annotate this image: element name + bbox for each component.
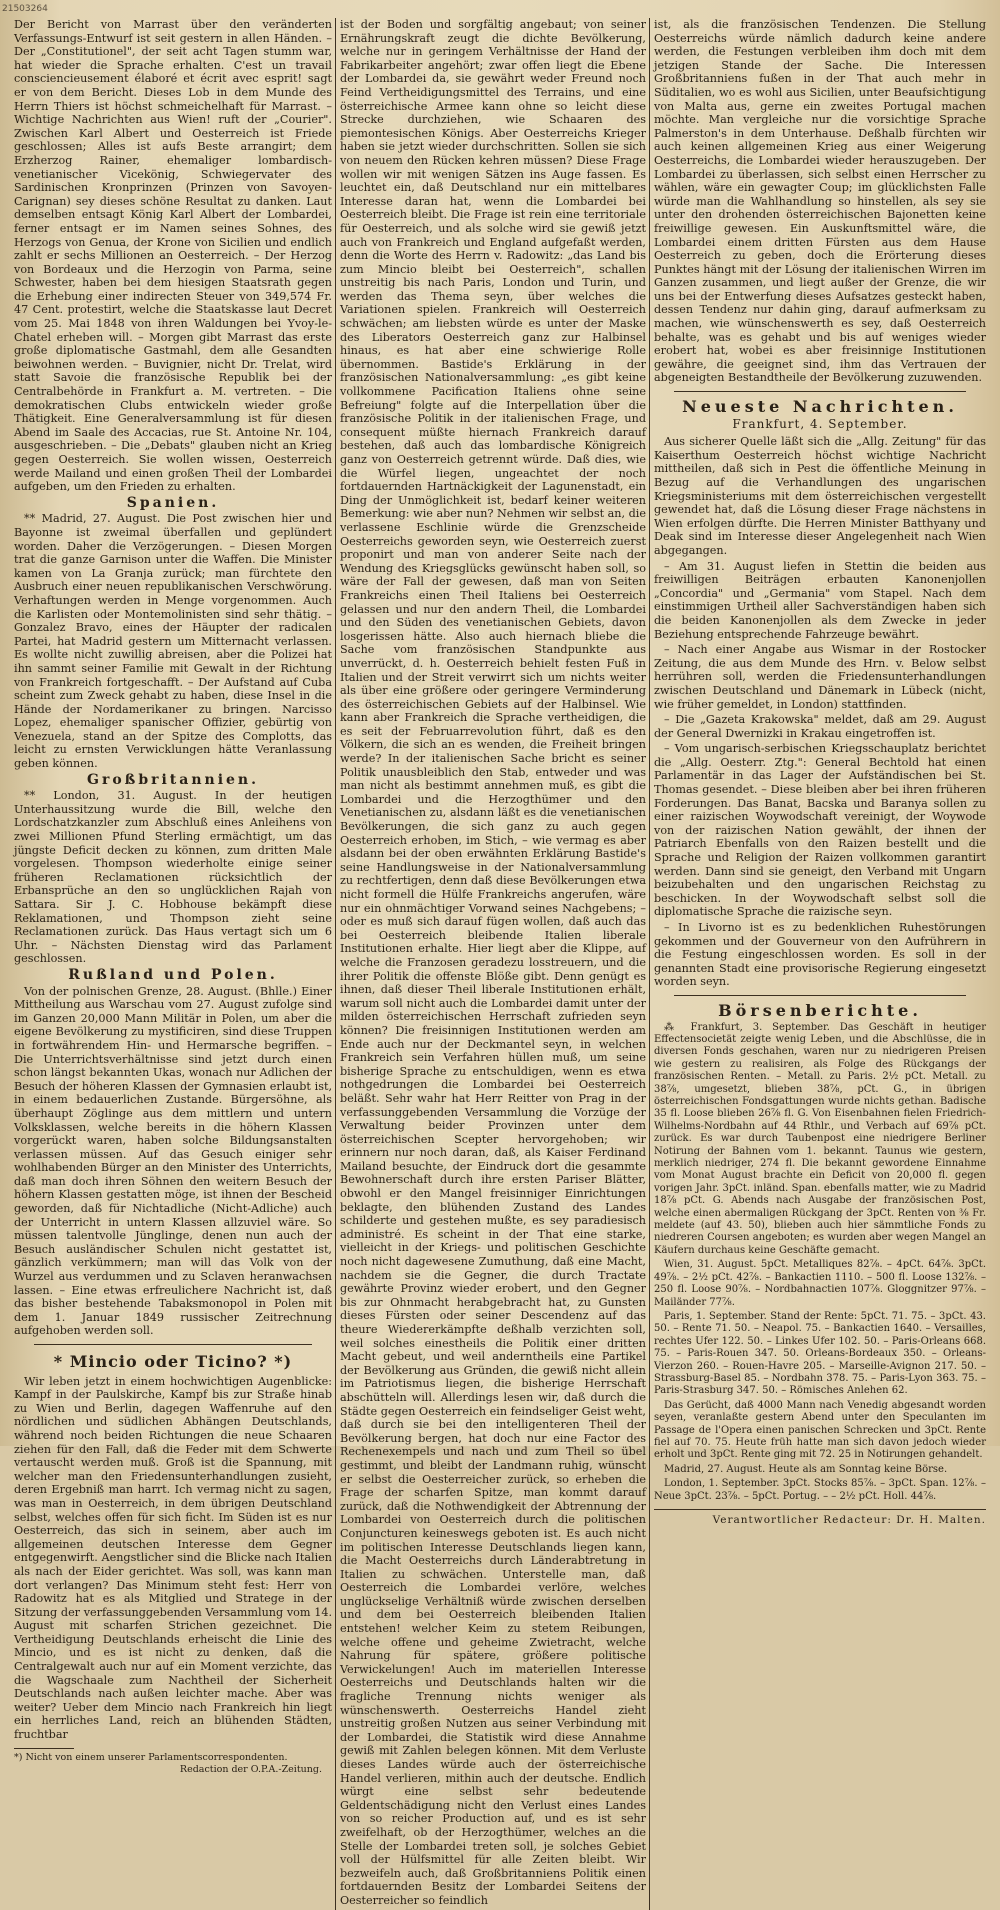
divider [674, 391, 966, 392]
news-item-stettin: – Am 31. August liefen in Stettin die beiden aus freiwilligen Beiträgen erbauten Kanonenjollen „Concordia" und „Germania" vom Stapel. Nach dem einstimmigen Urtheil aller Sachverständigen haben sich die beiden Kanonenjollen als dem Zwecke in jeder Beziehung entsprechende Fahrzeuge bewährt. [654, 559, 986, 641]
essay-conclusion: ist, als die französischen Tendenzen. Die Stellung Oesterreichs würde nämlich dadurch keine andere werden, die Festungen verbleiben ihm doch mit dem jetzigen Stande der Sache. Die Interessen Großbritanniens fußen in der That auch mehr in Süditalien, wo es wohl aus Sicilien, unter Beaufsichtigung von Malta aus, gerne ein zweites Portugal machen möchte. Man vergleiche nur die vorsichtige Sprache Palmerston's in dem Unterhause. Deßhalb fürchten wir auch keinen allgemeinen Krieg aus einer Weigerung Oesterreichs, die Lombardei wieder herauszugeben. Der Lombardei zu überlassen, sich selbst einen Herrscher zu wählen, wäre ein gewagter Coup; im glücklichsten Falle würde man die Wahlhandlung so hinstellen, als sey sie unter den drohenden österreichischen Bajonetten keine freiwillige gewesen. Ein Auskunftsmittel wäre, die Lombardei einem dritten Fürsten aus dem Hause Oesterreich zu geben, doch die Erörterung dieses Punktes hängt mit der Lösung der italienischen Wirren im Ganzen zusammen, und liegt außer der Grenze, die wir uns bei der Entwerfung dieses Aufsatzes gesteckt haben, dessen Tendenz nur dahin ging, darauf aufmerksam zu machen, wie wünschenswerth es sey, daß Oesterreich behalte, was es gehabt und bis auf weniges wieder erobert hat, wobei es aber freisinnige Institutionen gewähre, die geeignet sind, ihm das Vertrauen der abgeneigten Bestandtheile der Bevölkerung zuzuwenden. [654, 18, 986, 385]
footnote-divider [14, 1748, 74, 1749]
news-item-livorno: – In Livorno ist es zu bedenklichen Ruhestörungen gekommen und der Gouverneur von den Aufrührern in die Festung eingeschlossen worden. Es soll in der genannten Stadt eine provisorische Regierung eingesetzt worden seyn. [654, 921, 986, 989]
section-title-boersenberichte: Börsenberichte. [718, 1000, 922, 1020]
boerse-wien: Wien, 31. August. 5pCt. Metalliques 82⅞. – 4pCt. 64⅞. 3pCt. 49⅞. – 2½ pCt. 42⅞. – Bankactien 1110. – 500 fl. Loose 132⅞. – 250 fl. Loose 90⅞. – Nordbahnactien 107⅞. Gloggnitzer 97⅞. – Mailänder 77⅞. [654, 1259, 986, 1308]
polen-report: Von der polnischen Grenze, 28. August. (Bhlle.) Einer Mittheilung aus Warschau vom 27. August zufolge sind im Ganzen 20,000 Mann Militär in Polen, um aber die eigene Bevölkerung zu mystificiren, sind diese Truppen in fortwährendem Hin- und Hermarsche begriffen. – Die Unterrichtsverhältnisse sind jetzt durch einen schon längst bekannten Ukas, wonach nur Adlichen der Besuch der höheren Klassen der Gymnasien erlaubt ist, in einem bedauerlichen Zustande. Bürgersöhne, als überhaupt Zöglinge aus dem mittlern und untern Volksklassen, welche bereits in die höhern Klassen vorgerückt waren, haben solche Bildungsanstalten verlassen müssen. Auf das Gesuch einiger sehr wohlhabenden Bürger an den Minister des Unterrichts, daß man doch ihren Söhnen den weitern Besuch der höhern Klassen gestatten möge, ist ihnen der Bescheid geworden, daß für Nichtadliche (Nicht-Adliche) auch der Unterricht in untern Klassen allzuviel wäre. So müssen talentvolle Jünglinge, denen nun auch der Besuch ausländischer Schulen nicht gestattet ist, gänzlich verkümmern; man will das Volk von der Wurzel aus verdummen und zu Sclaven heranwachsen lassen. – Eine etwas erfreulichere Nachricht ist, daß das bisher bestehende Tabaksmonopol in Polen mit dem 1. Januar 1849 russischer Zeitrechnung aufgehoben werden soll. [14, 984, 332, 1338]
footnote-signature: Redaction der O.P.A.-Zeitung. [179, 1763, 322, 1775]
london-report: ** London, 31. August. In der heutigen Unterhaussitzung wurde die Bill, welche den Lordschatzkanzler zum Abschluß eines Anleihens von zwei Millionen Pfund Sterling ermächtigt, um das jüngste Deficit decken zu können, zum dritten Male vorgelesen. Thompson wiederholte einige seiner früheren Reclamationen rücksichtlich der Erbansprüche an den so unglücklichen Rajah von Sattara. Sir J. C. Hobhouse bekämpft diese Reklamationen, und Thompson zieht seine Reclamationen zurück. Das Haus vertagt sich um 6 Uhr. – Nächsten Dienstag wird das Parlament geschlossen. [14, 789, 332, 966]
news-item-krakau: – Die „Gazeta Krakowska" meldet, daß am 29. August der General Dwernizki in Krakau eingetroffen ist. [654, 713, 986, 740]
section-title-grossbritannien: Großbritannien. [87, 771, 259, 788]
boerse-london: London, 1. September. 3pCt. Stocks 85⅞. – 3pCt. Span. 12⅞. – Neue 3pCt. 23⅞. – 5pCt. Portug. – – 2½ pCt. Holl. 44⅞. [654, 1478, 986, 1502]
divider [674, 995, 966, 996]
column-rule [335, 18, 337, 1910]
paris-report: Der Bericht von Marrast über den veränderten Verfassungs-Entwurf ist seit gestern in allen Händen. – Der „Constitutionel", der seit acht Tagen stumm war, hat wieder die Sprache erhalten. C'est un travail consciencieusement élaboré et écrit avec esprit! sagt er von dem Bericht. Dieses Lob in dem Munde des Herrn Thiers ist höchst schmeichelhaft für Marrast. – Wichtige Nachrichten aus Wien! ruft der „Courier". Zwischen Karl Albert und Oesterreich ist Friede geschlossen; Alles ist aufs Beste arrangirt; dem Erzherzog Rainer, ehemaliger lombardisch-venetianischer Vicekönig, Schwiegervater des Sardinischen Kronprinzen (Prinzen von Savoyen-Carignan) sey dieses schöne Resultat zu danken. Laut demselben entsagt König Karl Albert der Lombardei, ferner entsagt er im Namen seines Sohnes, des Herzogs von Genua, der Krone von Sicilien und endlich zahlt er sechs Millionen an Oesterreich. – Der Herzog von Bordeaux und die Herzogin von Parma, seine Schwester, haben bei dem hiesigen Staatsrath gegen die Erhebung einer indirecten Steuer von 349,574 Fr. 47 Cent. protestirt, welche die Staatskasse laut Decret vom 25. Mai 1848 von ihren Waldungen bei Yvoy-le-Chatel erheben will. – Morgen gibt Marrast das erste große diplomatische Gastmahl, dem alle Gesandten beiwohnen werden. – Buvignier, nicht Dr. Trelat, wird statt Savoie die französische Republik bei der Centralbehörde in Frankfurt a. M. vertreten. – Die demokratischen Clubs entwickeln wieder große Thätigkeit. Eine Generalversammlung ist für diesen Abend im Saale des Accacias, rue St. Antoine Nr. 104, ausgeschrieben. – Die „Debats" glauben nicht an Krieg gegen Oesterreich. Sie wollen wissen, Oesterreich werde Mailand und einen großen Theil der Lombardei aufgeben, um den Frieden zu erhalten. [14, 18, 332, 494]
madrid-report: ** Madrid, 27. August. Die Post zwischen hier und Bayonne ist zweimal überfallen und geplündert worden. Daher die Verzögerungen. – Diesen Morgen trat die ganze Garnison unter die Waffen. Die Minister kamen von La Granja zurück; man fürchtete den Ausbruch einer neuen republikanischen Verschwörung. Verhaftungen werden in Menge vorgenommen. Auch die Karlisten oder Montemolinisten sind sehr thätig. – Gonzalez Bravo, eines der Häupter der radicalen Partei, hat Madrid gestern um Mitternacht verlassen. Es wollte nicht zuwillig abreisen, aber die Polizei hat ihn sammt seiner Familie mit Gewalt in der Richtung von Frankreich fortgeschafft. – Der Aufstand auf Cuba scheint zum Zweck gehabt zu haben, diese Insel in die Hände der Nordamerikaner zu bringen. Narcisso Lopez, ehemaliger spanischer Offizier, gebürtig von Venezuela, stand an der Spitze des Complotts, das leicht zu ernsten Verwicklungen hätte Veranlassung geben können. [14, 512, 332, 771]
essay-paragraph: Wir leben jetzt in einem hochwichtigen Augenblicke: Kampf in der Paulskirche, Kampf bis zur Straße hinab zu Wien und Berlin, dagegen Waffenruhe auf den nördlichen und südlichen Abhängen Deutschlands, während noch beiden Richtungen die neue Schaaren ziehen für den Fall, daß die Feder mit dem Schwerte vertauscht werden muß. Groß ist die Spannung, mit welcher man den Friedensunterhandlungen zusieht, deren Ergebniß man harrt. Ich vermag nicht zu sagen, was man in Oesterreich, in dem übrigen Deutschland selbst, welches offen für sich ficht. Im Süden ist es nur Oesterreich, das sich in seinem, aber auch im allgemeinen deutschen Interesse dem Gegner entgegenwirft. Aengstlicher sind die Blicke nach Italien als nach der Eider gerichtet. Was soll, was kann man dort verlangen? Das Minimum steht fest: Herr von Radowitz hat es als Mitglied und Stratege in der Sitzung der verfassunggebenden Versammlung vom 14. August mit scharfen Strichen gezeichnet. Die Vertheidigung Deutschlands erheischt die Linie des Mincio, und es ist nicht zu denken, daß die Centralgewalt auch nur auf ein Moment verzichte, das die Wagschaale zum Nachtheil der Sicherheit Deutschlands nach außen leichter mache. Aber was weiter? Ueber dem Mincio nach Frankreich hin liegt ein herrliches Land, reich an blühenden Städten, fruchtbar [14, 1374, 332, 1742]
footnote [14, 1748, 332, 1776]
essay-continuation: ist der Boden und sorgfältig angebaut; von seiner Ernährungskraft zeugt die dichte Bevölkerung, welche nur in geringem Verhältnisse der Hand der Fabrikarbeiter angehört; zwar offen liegt die Ebene der Lombardei da, sie gewährt weder Freund noch Feind Vertheidigungsmittel des Terrains, und eine österreichische Armee kann ohne so leicht diese Strecke durchziehen, wie Schaaren des piemontesischen Königs. Aber Oesterreichs Krieger haben sie jetzt wieder durchschritten. Sollen sie sich von neuem den Rücken kehren müssen? Diese Frage wollen wir mit wenigen Sätzen ins Auge fassen. Es leuchtet ein, daß Deutschland nur ein mittelbares Interesse daran hat, wenn die Lombardei bei Oesterreich bleibt. Die Frage ist rein eine territoriale für Oesterreich, und als solche wird sie gewiß jetzt auch von Frankreich und England aufgefaßt werden, denn die Worte des Herrn v. Radowitz: „das Land bis zum Mincio bleibt bei Oesterreich", schallen unstreitig bis nach Paris, London und Turin, und werden das Thema seyn, über welches die Variationen spielen. Frankreich will Oesterreich schwächen; am liebsten würde es unter der Maske des Liberators Oesterreich ganz zur Halbinsel hinaus, es hat aber eine schwierige Rolle übernommen. Bastide's Erklärung in der französischen Nationalversammlung: „es gibt keine vollkommene Pacification Italiens ohne seine Befreiung" folgte auf die Interpellation über die französische Politik in der italienischen Frage, und consequent müßte hiernach Frankreich darauf bestehen, daß auch das lombardische Königreich ganz von Oesterreich getrennt würde. Daß dies, wie die Würfel liegen, ungeachtet der noch fortdauernden Hartnäckigkeit der Lagunenstadt, ein Ding der Unmöglichkeit ist, bedarf keiner weiteren Bemerkung: wie aber nun? Nehmen wir selbst an, die verlassene Eschlinie würde die Grenzscheide Oesterreichs geworden seyn, wie Oesterreich zuerst proponirt und man von anderer Seite nach der Wendung des Kriegsglücks gewünscht haben soll, so wäre der Fall der gewesen, daß man von Seiten Frankreichs einen Theil Italiens bei Oesterreich gelassen und nur den andern Theil, die Lombardei und den Süden des venetianischen Gebiets, davon losgerissen hätte. Also auch hiernach bliebe die Sache vom französischen Standpunkte aus unverrückt, d. h. Oesterreich behielt festen Fuß in Italien und der Streit verwirrt sich um nichts weiter als über eine größere oder geringere Verminderung des österreichischen Gebiets auf der Halbinsel. Wie kann aber Frankreich die Sprache vertheidigen, die es seit der Februarrevolution führt, daß es den Völkern, die sich an es wenden, die Freiheit bringen werde? In der italienischen Sache bricht es seiner Politik unausbleiblich den Stab, entweder und was man nicht als bestimmt annehmen muß, es gibt die Lombardei und die Herzogthümer und den Venetianischen zu, alsdann läßt es die venetianischen Bevölkerungen, die sich ganz zu auch gegen Oesterreich erhoben, im Stich, – wie vermag es aber alsdann bei der oben erwähnten Erklärung Bastide's seine Handlungsweise in der Nationalversammlung zu rechtfertigen, denn daß diese Bevölkerungen etwa nicht formell die Hülfe Frankreichs angerufen, wäre nur ein ohnmächtiger Vorwand seines Nachgebens; – oder es muß sich darauf fügen wollen, daß auch das bei Oesterreich bleibende Italien liberale Institutionen erhalte. Hier liegt aber die Klippe, auf welche die Franzosen geradezu losstreuern, und die ihrer Politik die offenste Blöße gibt. Denn genügt es ihnen, daß dieser Theil liberale Institutionen erhält, warum soll nicht auch die Lombardei damit unter der milden österreichischen Herrschaft zufrieden seyn können? Die freisinnigen Institutionen werden am Ende auch nur der Deckmantel seyn, in welchen Frankreich sein Verfahren hüllen muß, um seine bisherige Sprache zu entschuldigen, wenn es etwa nothgedrungen die Lombardei bei Oesterreich beläßt. Sehr wahr hat Herr Reitter von Prag in der verfassunggebenden Versammlung die Vorzüge der Verwaltung beider Provinzen unter dem österreichischen Scepter hervorgehoben; wir erinnern nur noch daran, daß, als Kaiser Ferdinand Mailand besuchte, der Eindruck dort die gesammte Bewohnerschaft durch ihre ersten Pariser Blätter, obwohl er den Mangel freisinniger Einrichtungen beklagte, den blühenden Zustand des Landes schilderte und gestehen mußte, es sey paradiesisch administré. Es scheint in der That eine starke, vielleicht in der Kriegs- und politischen Geschichte noch nicht dagewesene Zumuthung, daß eine Macht, nachdem sie die Gegner, die durch Tractate gewährte Provinz wieder erobert, und den Gegner bis zur Ohnmacht herabgebracht hat, zu Gunsten dieses Fürsten oder seiner Descendenz auf das theure Wiedererkämpfte deßhalb verzichten soll, weil solches einestheils die Politik einer dritten Macht gebeut, und weil anderntheils eine Partikel der Bevölkerung aus Gründen, die gewiß nicht allein im Patriotismus liegen, die bisherige Herrschaft abschütteln will. Allerdings lesen wir, daß durch die Städte gegen Oesterreich ein feindseliger Geist weht, daß durch sie bei den intelligenteren Theil der Bevölkerung bergen, hat doch nur eine Factor des Rechenexempels und nach und zum Theil so übel gestimmt, und bleibt der Landmann ruhig, wünscht er selbst die Oesterreicher zurück, so erheben die Frage der scharfen Spitze, man kommt darauf zurück, daß die Nothwendigkeit der Abtrennung der Lombardei von Oesterreich durch die politischen Conjuncturen keineswegs geboten ist. Es auch nicht im politischen Interesse Deutschlands liegen kann, die Macht Oesterreichs durch Länderabtretung in Italien zu schwächen. Unterstelle man, daß Oesterreich die Lombardei verlöre, welches unglückselige Verhältniß würde zwischen derselben und dem bei Oesterreich bleibenden Italien entstehen! welcher Keim zu stetem Reibungen, welche offene und geheime Zwietracht, welche Nahrung für spätere, größere politische Verwickelungen! Auch im materiellen Interesse Oesterreichs und Deutschlands halten wir die fragliche Trennung nichts weniger als wünschenswerth. Oesterreichs Handel zieht unstreitig großen Nutzen aus seiner Verbindung mit der Lombardei, die Statistik wird diese Annahme gewiß mit Zahlen belegen können. Mit dem Verluste dieses Landes würde auch der österreichische Handel verlieren, mithin auch der deutsche. Endlich würgt eine selbst sehr bedeutende Geldentschädigung nicht den Verlust eines Landes von so reicher Production auf, und es ist sehr zweifelhaft, ob der Herzogthümer, welches an die Stelle der Lombardei treten soll, je solches Gebiet voll der Hülfsmittel für alle Zeiten bleibt. Wir bezweifeln auch, daß Großbritanniens Politik einen fortdauernden Besitz der Lombardei Seitens der Oesterreicher so feindlich [340, 18, 646, 1907]
column-2 [340, 18, 646, 1910]
boerse-madrid: Madrid, 27. August. Heute als am Sonntag keine Börse. [664, 1463, 948, 1475]
dateline-frankfurt: Frankfurt, 4. September. [732, 416, 908, 431]
column-1 [14, 18, 332, 1910]
section-title-russland-polen: Rußland und Polen. [68, 966, 278, 983]
boerse-paris-rumour: Das Gerücht, daß 4000 Mann nach Venedig abgesandt worden seyen, veranlaßte gestern Abend unter den Speculanten im Passage de l'Opera einen panischen Schrecken und 3pCt. Rente fiel auf 70. 75. Heute früh hatte man sich davon jedoch wieder erholt und 3pCt. Rente ging mit 72. 25 in Notirungen gehandelt. [654, 1399, 986, 1461]
news-item-ungarn: – Vom ungarisch-serbischen Kriegsschauplatz berichtet die „Allg. Oesterr. Ztg.": General Bechtold hat einen Parlamentär in das Lager der Aufständischen bei St. Thomas gesendet. – Diese bleiben aber bei ihren früheren Forderungen. Das Banat, Bacska und Baranya sollen zu einer raizischen Woywodschaft vereinigt, der Woywode von der raizischen Nation gewählt, der ihnen der Patriarch Ebenfalls von den Raizen bestellt und die Sprache und Religion der Raizen vollkommen garantirt werden. Dann sind sie geneigt, den Verband mit Ungarn beizubehalten und den ungarischen Reichstag zu beschicken. In der Woywodschaft selbst soll die diplomatische Sprache die raizische seyn. [654, 742, 986, 919]
boerse-frankfurt: ⁂ Frankfurt, 3. September. Das Geschäft in heutiger Effectensocietät zeigte wenig Leben, und die Abschlüsse, die in diversen Fonds geschahen, waren nur zu niedrigeren Preisen wie gestern zu realisiren, als Folge des Rückgangs der französischen Renten. – Metall. zu Paris. 2½ pCt. Metall. zu 38⅞, umgesetzt, blieben 38⅞, pCt. G., in übrigen österreichischen Fondsgattungen wurde nichts gethan. Badische 35 fl. Loose blieben 26⅞ fl. G. Von Eisenbahnen fielen Friedrich-Wilhelms-Nordbahn auf 44 Rthlr., und Verbach auf 69⅞ pCt. zurück. Es war durch Taubenpost eine niedrigere Berliner Notirung der Bahnen vom 1. bekannt. Taunus wie gestern, merklich niedriger, 274 fl. Die bekannt gewordene Einnahme vom Monat August brachte ein Deficit von 20,000 fl. gegen vorigen Jahr. 3pCt. inländ. Span. ebenfalls matter, wie zu Madrid 18⅞ pCt. G. Abends nach Ausgabe der französischen Post, welche einen abermaligen Rückgang der 3pCt. Renten von ⅜ Fr. meldete (auf 43. 50), blieben auch hier sämmtliche Fonds zu niedreren Coursen angeboten; es wurden aber wegen Mangel an Käufern durchaus keine Geschäfte gemacht. [654, 1021, 986, 1256]
responsible-editor: Verantwortlicher Redacteur: Dr. H. Malten. [654, 1509, 986, 1528]
news-item-oesterreich: Aus sicherer Quelle läßt sich die „Allg. Zeitung" für das Kaiserthum Oesterreich höchst wichtige Nachricht mittheilen, daß sich in Pest die öffentliche Meinung in Bezug auf die Verhandlungen des ungarischen Kriegsministeriums mit dem österreichischen vergestellt gewendet hat, daß die Lösung dieser Frage nächstens in Wien erfolgen dürfte. Die Herren Minister Batthyany und Deak sind im Interesse dieser Angelegenheit nach Wien abgegangen. [654, 435, 986, 557]
section-title-neueste-nachrichten: Neueste Nachrichten. [682, 397, 958, 417]
archive-id: 21503264 [2, 4, 48, 14]
divider [34, 1344, 312, 1345]
column-3 [654, 18, 986, 1910]
essay-title: * Mincio oder Ticino? *) [53, 1352, 293, 1371]
section-title-spanien: Spanien. [126, 494, 220, 511]
column-rule [649, 18, 651, 1910]
footnote-text: *) Nicht von einem unserer Parlamentscorrespondenten. [14, 1751, 288, 1763]
news-item-wismar: – Nach einer Angabe aus Wismar in der Rostocker Zeitung, die aus dem Munde des Hrn. v. Below selbst herrühren soll, werden die Friedensunterhandlungen zwischen Deutschland und Dänemark in Lübeck (nicht, wie früher gemeldet, in London) stattfinden. [654, 643, 986, 711]
columns [14, 18, 986, 1907]
boerse-paris: Paris, 1. September. Stand der Rente: 5pCt. 71. 75. – 3pCt. 43. 50. – Rente 71. 50. – Neapol. 75. – Bankactien 1640. – Versailles, rechtes Ufer 122. 50. – Linkes Ufer 102. 50. – Paris-Orleans 668. 75. – Paris-Rouen 347. 50. Orleans-Bordeaux 350. – Orleans-Vierzon 260. – Rouen-Havre 205. – Marseille-Avignon 217. 50. – Strassburg-Basel 85. – Nordbahn 378. 75. – Paris-Lyon 363. 75. – Paris-Strasburg 347. 50. – Römisches Anlehen 62. [654, 1310, 986, 1397]
